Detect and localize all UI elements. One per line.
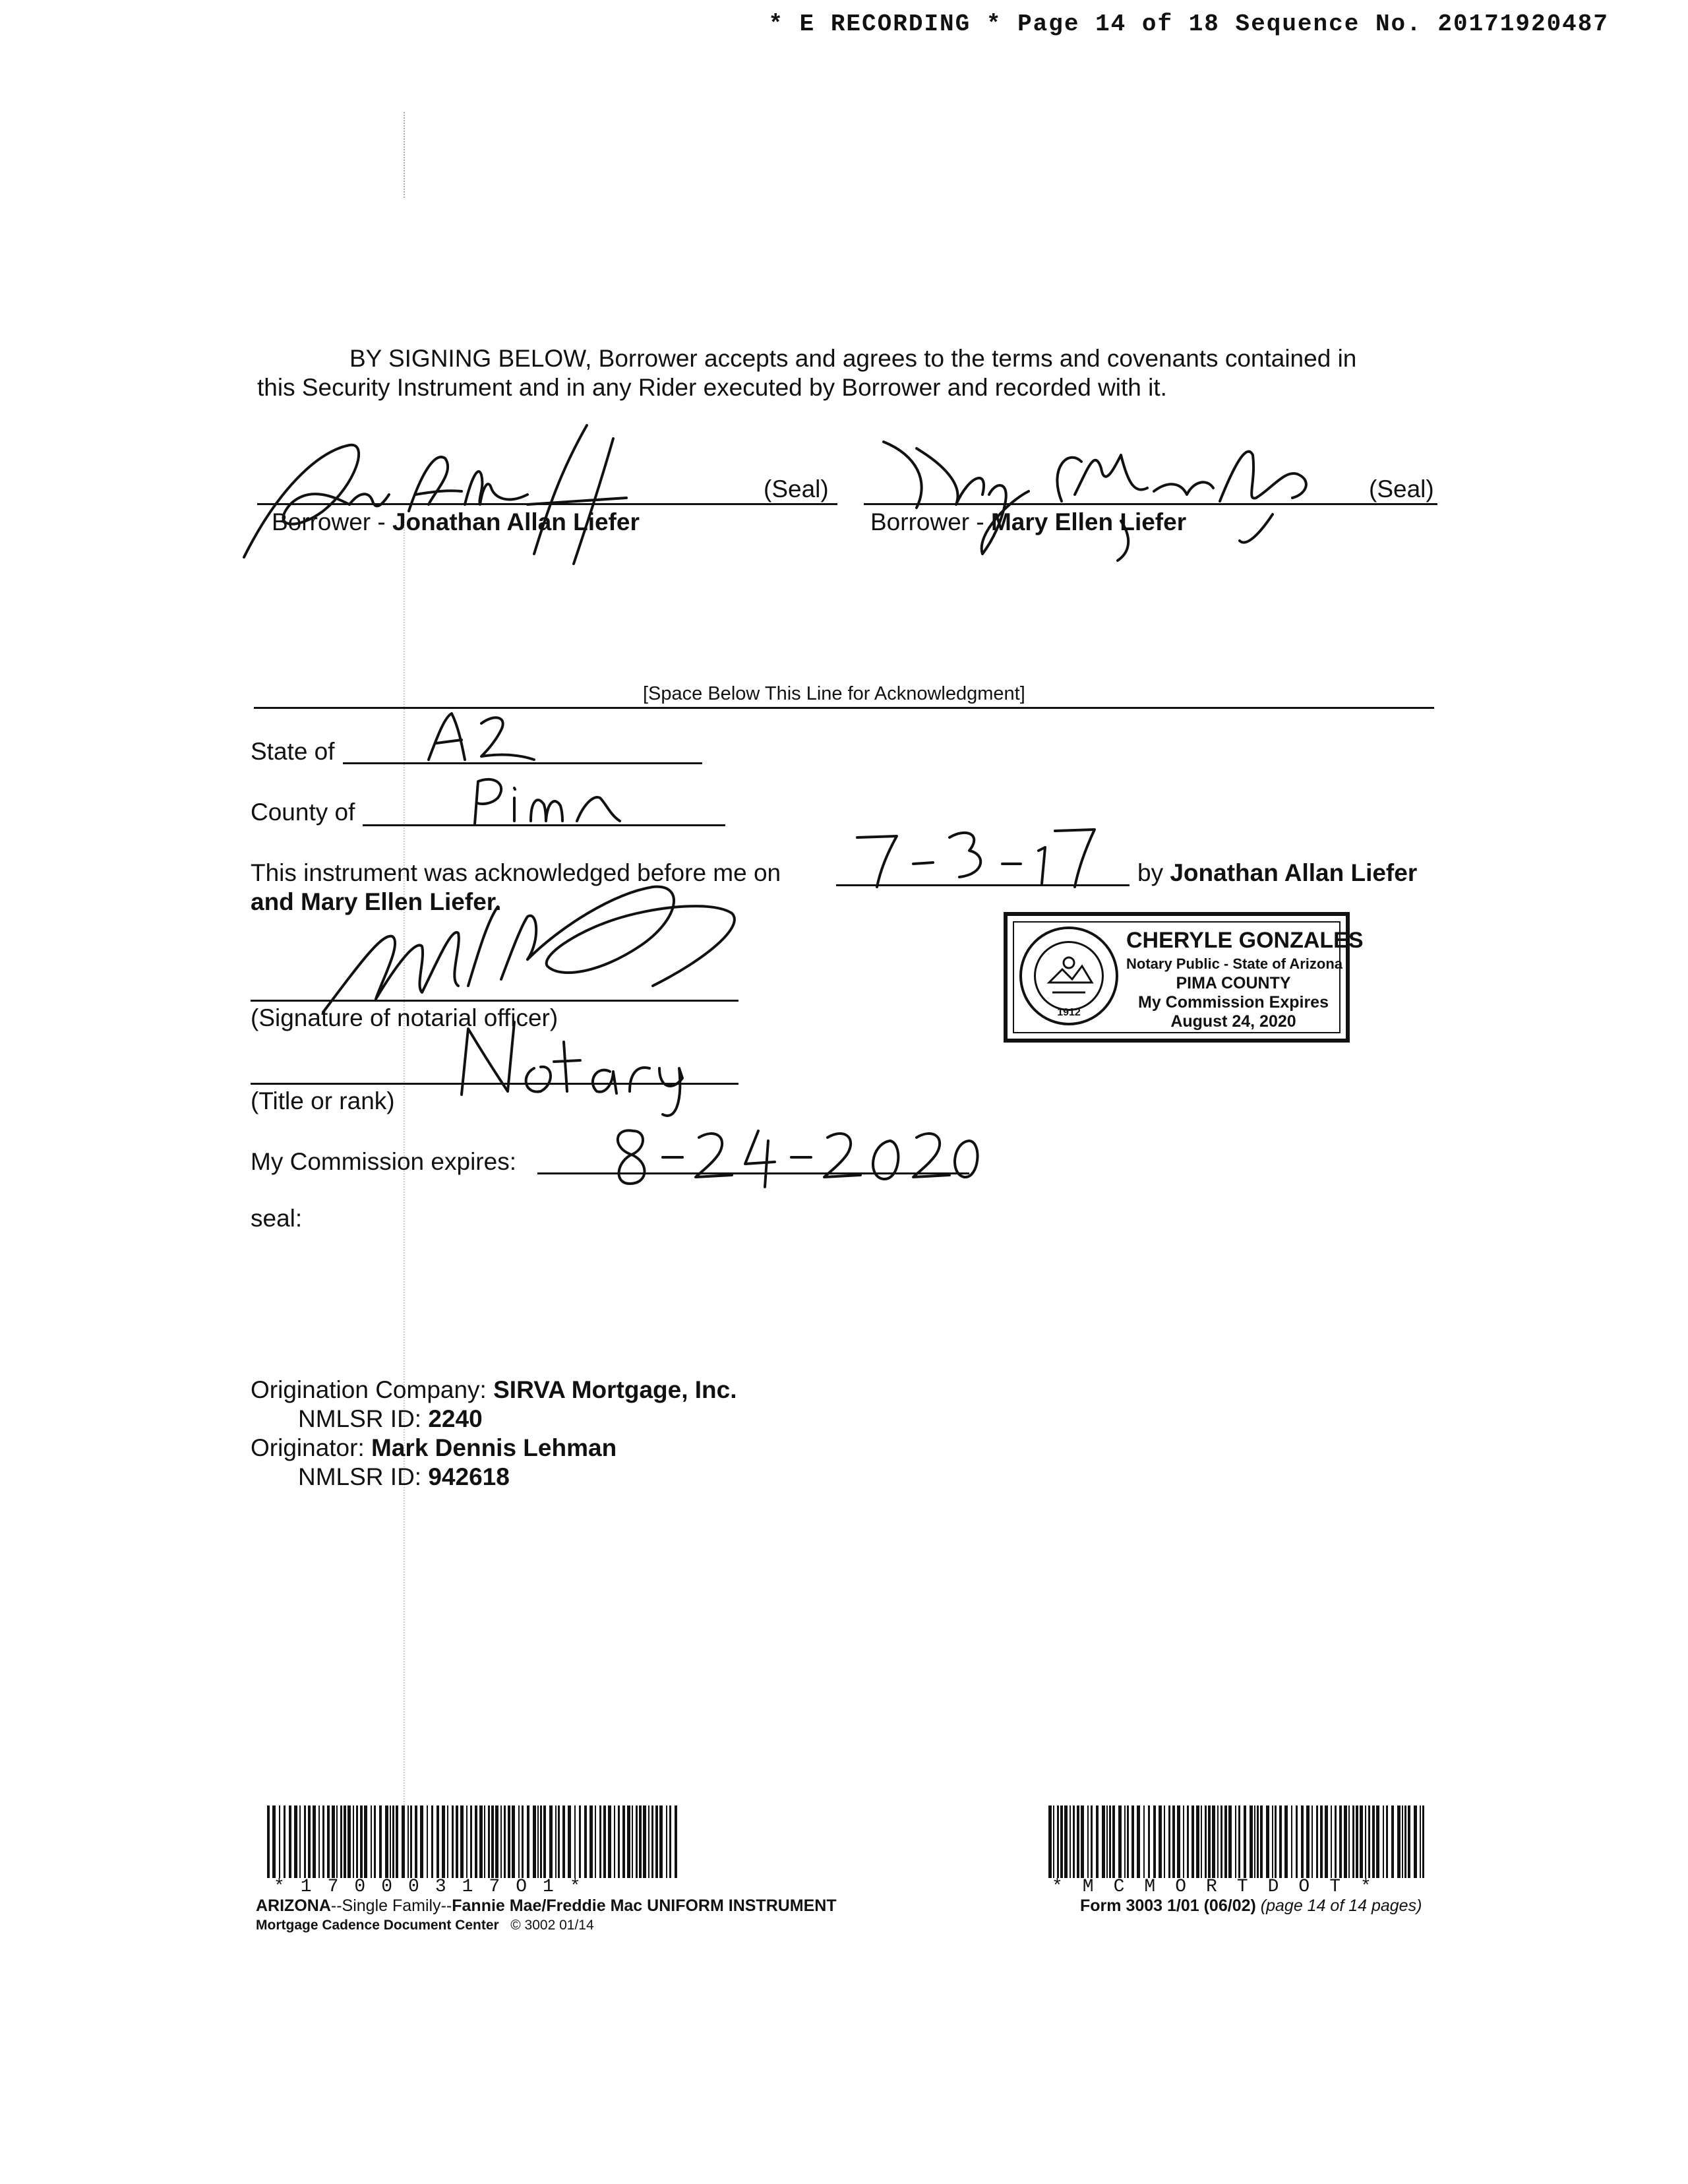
state-label: State of bbox=[251, 738, 335, 765]
barcode-bar bbox=[437, 1805, 439, 1878]
barcode-bar bbox=[313, 1805, 316, 1878]
seal-inner-ring bbox=[1034, 941, 1104, 1011]
borrower2-signature bbox=[877, 429, 1352, 564]
barcode-bar bbox=[599, 1805, 601, 1878]
form-title-state: ARIZONA bbox=[256, 1896, 331, 1915]
ack-by-word: by bbox=[1137, 859, 1170, 886]
barcode-bar bbox=[1316, 1805, 1318, 1878]
originator-nmlsr-label: NMLSR ID: bbox=[298, 1463, 429, 1490]
barcode-bar bbox=[1368, 1805, 1370, 1878]
barcode-bar bbox=[1235, 1805, 1236, 1878]
barcode-bar bbox=[1325, 1805, 1328, 1878]
barcode-bar bbox=[1238, 1805, 1240, 1878]
barcode-bar bbox=[1217, 1805, 1219, 1878]
barcode-bar bbox=[1376, 1805, 1379, 1878]
barcode-bar bbox=[666, 1805, 667, 1878]
stamp-line4: My Commission Expires bbox=[1138, 993, 1329, 1012]
barcode-bar bbox=[537, 1805, 539, 1878]
barcode-bar bbox=[1131, 1805, 1134, 1878]
barcode-bar bbox=[353, 1805, 354, 1878]
barcode-bar bbox=[344, 1805, 346, 1878]
barcode-bar bbox=[648, 1805, 649, 1878]
ack-names-1: Jonathan Allan Liefer bbox=[1170, 859, 1418, 886]
form-number: Form 3003 1/01 (06/02) bbox=[1080, 1896, 1256, 1915]
barcode-bar bbox=[651, 1805, 653, 1878]
notary-signature-line bbox=[251, 1000, 738, 1002]
barcode-bar bbox=[1404, 1805, 1406, 1878]
origination-company bbox=[251, 1376, 737, 1405]
form-title-bold: Fannie Mae/Freddie Mac UNIFORM INSTRUMENT bbox=[452, 1896, 837, 1915]
barcode-bar bbox=[1177, 1805, 1180, 1878]
barcode-left-text: *17000317O1* bbox=[274, 1877, 597, 1897]
barcode-bar bbox=[1320, 1805, 1323, 1878]
origination-company-label: Origination Company: bbox=[251, 1376, 494, 1403]
barcode-bar bbox=[488, 1805, 490, 1878]
barcode-bar bbox=[1196, 1805, 1199, 1878]
barcode-bar bbox=[584, 1805, 587, 1878]
barcode-bar bbox=[1070, 1805, 1071, 1878]
barcode-bar bbox=[322, 1805, 324, 1878]
barcode-bar bbox=[460, 1805, 464, 1878]
barcode-bar bbox=[1244, 1805, 1246, 1878]
barcode-bar bbox=[1208, 1805, 1211, 1878]
barcode-bar bbox=[294, 1805, 297, 1878]
barcode-bar bbox=[614, 1805, 615, 1878]
barcode-right bbox=[1048, 1805, 1428, 1878]
barcode-bar bbox=[1164, 1805, 1165, 1878]
originator-nmlsr bbox=[298, 1463, 510, 1492]
barcode-bar bbox=[1102, 1805, 1105, 1878]
barcode-bar bbox=[1348, 1805, 1350, 1878]
recording-header: * E RECORDING * Page 14 of 18 Sequence No. 20171920487 bbox=[768, 11, 1609, 38]
state-handwritten bbox=[422, 707, 541, 770]
barcode-bar bbox=[1365, 1805, 1366, 1878]
barcode-bar bbox=[1391, 1805, 1394, 1878]
barcode-bar bbox=[568, 1805, 571, 1878]
barcode-bar bbox=[608, 1805, 611, 1878]
barcode-bar bbox=[543, 1805, 546, 1878]
barcode-bar bbox=[1224, 1805, 1227, 1878]
barcode-bar bbox=[1331, 1805, 1332, 1878]
barcode-bar bbox=[659, 1805, 663, 1878]
notary-stamp bbox=[1004, 912, 1364, 1043]
barcode-bar bbox=[1260, 1805, 1263, 1878]
barcode-bar bbox=[1212, 1805, 1215, 1878]
ack-sentence-by-names bbox=[1137, 859, 1417, 888]
barcode-bar bbox=[479, 1805, 483, 1878]
barcode-bar bbox=[1201, 1805, 1202, 1878]
barcode-bar bbox=[1254, 1805, 1255, 1878]
borrower2-seal-label: (Seal) bbox=[1369, 475, 1434, 502]
barcode-bar bbox=[299, 1805, 301, 1878]
barcode-bar bbox=[518, 1805, 520, 1878]
barcode-bar bbox=[304, 1805, 306, 1878]
company-nmlsr bbox=[298, 1405, 483, 1434]
barcode-bar bbox=[456, 1805, 458, 1878]
barcode-bar bbox=[589, 1805, 593, 1878]
barcode-bar bbox=[1279, 1805, 1282, 1878]
arizona-state-seal-icon bbox=[1019, 926, 1118, 1025]
barcode-bar bbox=[1106, 1805, 1108, 1878]
signing-statement-line2: this Security Instrument and in any Rider executed by Borrower and recorded with it. bbox=[257, 374, 1167, 401]
ack-sentence-start: This instrument was acknowledged before me on bbox=[251, 859, 781, 886]
barcode-bar bbox=[618, 1805, 620, 1878]
barcode-bar bbox=[1228, 1805, 1232, 1878]
barcode-bar bbox=[669, 1805, 671, 1878]
barcode-bar bbox=[1266, 1805, 1269, 1878]
ack-names-2: and Mary Ellen Liefer. bbox=[251, 888, 502, 915]
barcode-bar bbox=[327, 1805, 330, 1878]
barcode-bar bbox=[272, 1805, 276, 1878]
barcode-bar bbox=[332, 1805, 335, 1878]
barcode-bar bbox=[1118, 1805, 1122, 1878]
barcode-bar bbox=[1335, 1805, 1337, 1878]
barcode-bar bbox=[1183, 1805, 1184, 1878]
barcode-bar bbox=[279, 1805, 280, 1878]
form-title-mid: --Single Family-- bbox=[330, 1896, 452, 1915]
barcode-left bbox=[267, 1805, 679, 1878]
barcode-bar bbox=[1360, 1805, 1363, 1878]
barcode-bar bbox=[1306, 1805, 1310, 1878]
barcode-bar bbox=[558, 1805, 560, 1878]
barcode-bar bbox=[452, 1805, 454, 1878]
barcode-bar bbox=[390, 1805, 391, 1878]
county-label: County of bbox=[251, 799, 355, 826]
barcode-bar bbox=[495, 1805, 498, 1878]
stamp-line2: Notary Public - State of Arizona bbox=[1126, 956, 1343, 972]
barcode-bar bbox=[1420, 1805, 1421, 1878]
originator-label: Originator: bbox=[251, 1434, 372, 1461]
barcode-bar bbox=[643, 1805, 646, 1878]
barcode-bar bbox=[549, 1805, 553, 1878]
barcode-right-text: *MCMORTDOT* bbox=[1052, 1877, 1391, 1897]
company-nmlsr-value: 2240 bbox=[428, 1405, 483, 1432]
barcode-bar bbox=[466, 1805, 467, 1878]
barcode-bar bbox=[1112, 1805, 1115, 1878]
barcode-bar bbox=[562, 1805, 565, 1878]
stamp-line5: August 24, 2020 bbox=[1170, 1012, 1296, 1031]
barcode-bar bbox=[420, 1805, 423, 1878]
barcode-bar bbox=[284, 1805, 286, 1878]
barcode-bar bbox=[396, 1805, 398, 1878]
doc-center-name: Mortgage Cadence Document Center bbox=[256, 1918, 499, 1933]
title-handwritten bbox=[448, 1016, 725, 1105]
barcode-bar bbox=[1383, 1805, 1384, 1878]
barcode-bar bbox=[527, 1805, 529, 1878]
barcode-bar bbox=[1060, 1805, 1063, 1878]
barcode-bar bbox=[347, 1805, 351, 1878]
barcode-bar bbox=[402, 1805, 405, 1878]
barcode-bar bbox=[340, 1805, 342, 1878]
commission-label: My Commission expires: bbox=[251, 1148, 516, 1175]
barcode-bar bbox=[442, 1805, 445, 1878]
ack-date-handwritten bbox=[851, 818, 1101, 894]
form-number-line bbox=[1080, 1896, 1422, 1916]
county-handwritten bbox=[468, 772, 626, 834]
barcode-bar bbox=[1143, 1805, 1145, 1878]
barcode-bar bbox=[636, 1805, 638, 1878]
barcode-bar bbox=[1408, 1805, 1410, 1878]
barcode-bar bbox=[639, 1805, 642, 1878]
barcode-bar bbox=[555, 1805, 557, 1878]
barcode-bar bbox=[336, 1805, 338, 1878]
barcode-bar bbox=[1127, 1805, 1129, 1878]
barcode-bar bbox=[1096, 1805, 1099, 1878]
borrower2-label: Borrower - bbox=[870, 508, 991, 535]
barcode-bar bbox=[447, 1805, 448, 1878]
barcode-bar bbox=[427, 1805, 428, 1878]
borrower2-name: Mary Ellen Liefer bbox=[990, 508, 1187, 535]
barcode-bar bbox=[675, 1805, 677, 1878]
seal-label: seal: bbox=[251, 1205, 303, 1232]
scan-artifact-line bbox=[404, 112, 406, 198]
barcode-bar bbox=[475, 1805, 477, 1878]
barcode-bar bbox=[1275, 1805, 1277, 1878]
barcode-bar bbox=[512, 1805, 515, 1878]
barcode-bar bbox=[622, 1805, 625, 1878]
barcode-bar bbox=[1284, 1805, 1288, 1878]
barcode-bar bbox=[415, 1805, 417, 1878]
borrower1-signature bbox=[218, 412, 719, 574]
barcode-bar bbox=[1091, 1805, 1093, 1878]
form-title bbox=[256, 1896, 837, 1916]
barcode-bar bbox=[1402, 1805, 1403, 1878]
originator-value: Mark Dennis Lehman bbox=[371, 1434, 617, 1461]
barcode-bar bbox=[1137, 1805, 1140, 1878]
barcode-bar bbox=[1081, 1805, 1084, 1878]
barcode-bar bbox=[1191, 1805, 1194, 1878]
page-info: (page 14 of 14 pages) bbox=[1260, 1896, 1422, 1915]
barcode-bar bbox=[1221, 1805, 1222, 1878]
borrower1-name: Jonathan Allan Liefer bbox=[392, 508, 640, 535]
barcode-bar bbox=[1172, 1805, 1175, 1878]
seal-year: 1912 bbox=[1057, 1007, 1081, 1018]
barcode-bar bbox=[1053, 1805, 1054, 1878]
barcode-bar bbox=[500, 1805, 502, 1878]
barcode-bar bbox=[1153, 1805, 1156, 1878]
barcode-bar bbox=[1048, 1805, 1052, 1878]
barcode-bar bbox=[1205, 1805, 1207, 1878]
barcode-bar bbox=[374, 1805, 376, 1878]
barcode-bar bbox=[410, 1805, 412, 1878]
barcode-bar bbox=[1397, 1805, 1401, 1878]
barcode-bar bbox=[579, 1805, 581, 1878]
barcode-bar bbox=[356, 1805, 358, 1878]
originator-nmlsr-value: 942618 bbox=[428, 1463, 510, 1490]
barcode-bar bbox=[470, 1805, 472, 1878]
barcode-bar bbox=[1386, 1805, 1388, 1878]
barcode-bar bbox=[379, 1805, 382, 1878]
barcode-bar bbox=[1057, 1805, 1059, 1878]
barcode-bar bbox=[1296, 1805, 1298, 1878]
barcode-bar bbox=[1168, 1805, 1170, 1878]
barcode-bar bbox=[1250, 1805, 1253, 1878]
barcode-bar bbox=[1124, 1805, 1126, 1878]
barcode-bar bbox=[1414, 1805, 1417, 1878]
barcode-bar bbox=[1109, 1805, 1111, 1878]
barcode-bar bbox=[1148, 1805, 1150, 1878]
barcode-bar bbox=[364, 1805, 367, 1878]
borrower1-label: Borrower - bbox=[272, 508, 392, 535]
barcode-bar bbox=[431, 1805, 433, 1878]
company-nmlsr-label: NMLSR ID: bbox=[298, 1405, 429, 1432]
barcode-bar bbox=[655, 1805, 658, 1878]
barcode-bar bbox=[1311, 1805, 1313, 1878]
barcode-bar bbox=[1064, 1805, 1068, 1878]
barcode-bar bbox=[1372, 1805, 1375, 1878]
signing-statement-line1: BY SIGNING BELOW, Borrower accepts and agrees to the terms and covenants contained in bbox=[349, 345, 1357, 372]
doc-center-line bbox=[256, 1918, 594, 1933]
barcode-bar bbox=[1291, 1805, 1292, 1878]
barcode-bar bbox=[1352, 1805, 1354, 1878]
barcode-bar bbox=[1073, 1805, 1075, 1878]
barcode-bar bbox=[392, 1805, 394, 1878]
barcode-bar bbox=[540, 1805, 542, 1878]
originator bbox=[251, 1434, 617, 1463]
acknowledgment-divider-label: [Space Below This Line for Acknowledgment] bbox=[643, 683, 1025, 704]
barcode-bar bbox=[508, 1805, 510, 1878]
barcode-bar bbox=[1257, 1805, 1259, 1878]
stamp-name: CHERYLE GONZALES bbox=[1126, 928, 1364, 953]
commission-handwritten bbox=[600, 1121, 982, 1197]
barcode-bar bbox=[522, 1805, 524, 1878]
barcode-bar bbox=[504, 1805, 506, 1878]
barcode-bar bbox=[595, 1805, 596, 1878]
barcode-bar bbox=[574, 1805, 576, 1878]
barcode-bar bbox=[1344, 1805, 1347, 1878]
barcode-bar bbox=[267, 1805, 270, 1878]
barcode-bar bbox=[533, 1805, 536, 1878]
borrower1-seal-label: (Seal) bbox=[764, 475, 829, 502]
origination-company-value: SIRVA Mortgage, Inc. bbox=[493, 1376, 737, 1403]
barcode-bar bbox=[632, 1805, 633, 1878]
barcode-bar bbox=[289, 1805, 291, 1878]
title-label: (Title or rank) bbox=[251, 1087, 395, 1114]
barcode-bar bbox=[1077, 1805, 1079, 1878]
barcode-bar bbox=[1356, 1805, 1358, 1878]
barcode-bar bbox=[484, 1805, 485, 1878]
barcode-bar bbox=[1272, 1805, 1273, 1878]
barcode-bar bbox=[385, 1805, 388, 1878]
notary-signature-label: (Signature of notarial officer) bbox=[251, 1004, 558, 1031]
barcode-bar bbox=[1301, 1805, 1304, 1878]
scan-artifact-line bbox=[404, 514, 406, 1846]
barcode-bar bbox=[1187, 1805, 1189, 1878]
barcode-bar bbox=[318, 1805, 320, 1878]
barcode-bar bbox=[407, 1805, 409, 1878]
barcode-bar bbox=[1422, 1805, 1424, 1878]
barcode-bar bbox=[371, 1805, 372, 1878]
stamp-line3: PIMA COUNTY bbox=[1176, 974, 1291, 992]
barcode-bar bbox=[360, 1805, 363, 1878]
barcode-bar bbox=[308, 1805, 311, 1878]
barcode-bar bbox=[1339, 1805, 1342, 1878]
doc-center-code: © 3002 01/14 bbox=[510, 1918, 594, 1933]
title-line bbox=[251, 1083, 738, 1085]
barcode-bar bbox=[627, 1805, 630, 1878]
barcode-bar bbox=[1087, 1805, 1089, 1878]
barcode-bar bbox=[603, 1805, 606, 1878]
barcode-bar bbox=[491, 1805, 494, 1878]
barcode-bar bbox=[1159, 1805, 1162, 1878]
